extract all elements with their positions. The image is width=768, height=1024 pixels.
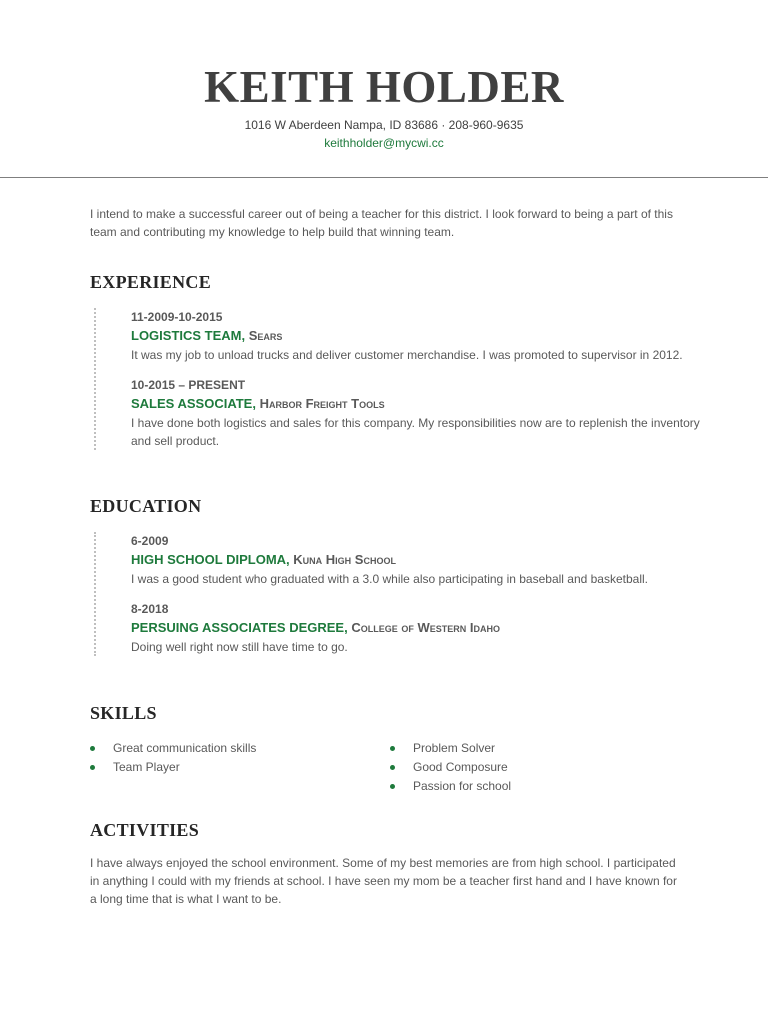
entry-description: Doing well right now still have time to go. [131,640,348,654]
skill-item [390,777,690,796]
skill-label: Good Composure [413,760,508,774]
bullet-icon [90,765,95,770]
candidate-name: KEITH HOLDER [204,62,564,112]
skill-item [390,758,690,777]
entry-role [131,326,711,346]
entry-date: 11-2009-10-2015 [131,310,223,324]
skills-heading: SKILLS [90,703,157,723]
bullet-icon [390,765,395,770]
experience-timeline [94,308,711,450]
resume-header [0,58,768,152]
email-link[interactable]: keithholder@mycwi.cc [324,136,444,150]
skills-list [90,739,690,796]
education-heading: EDUCATION [90,496,202,516]
skill-label: Passion for school [413,779,512,793]
skills-column-right [390,739,690,796]
experience-heading: EXPERIENCE [90,272,212,292]
skill-item [90,739,390,758]
experience-entry [131,376,711,450]
education-timeline [94,532,711,656]
entry-date: 6-2009 [131,534,169,548]
contact-info: 1016 W Aberdeen Nampa, ID 83686 · 208-960-9635 [244,118,524,132]
entry-description: I was a good student who graduated with a 3.0 while also participating in baseball and basketball. [131,572,649,586]
entry-org: Kuna High School [293,552,396,567]
activities-text: I have always enjoyed the school environment. Some of my best memories are from high school. I participated in anything I could with my friends at school. I have seen my mom be a teacher first hand and I have known for a long time that is what I want to be. [90,856,677,906]
education-entry [131,600,711,656]
entry-description: I have done both logistics and sales for this company. My responsibilities now are to replenish the inventory and sell product. [131,416,700,448]
skill-item [390,739,690,758]
entry-role [131,618,711,638]
bullet-icon [90,746,95,751]
experience-entry [131,308,711,364]
skill-label: Problem Solver [413,741,496,755]
skill-label: Team Player [113,760,180,774]
objective-text: I intend to make a successful career out of being a teacher for this district. I look forward to being a part of this team and contributing my knowledge to help build that winning team. [90,207,673,239]
entry-role [131,394,711,414]
entry-role [131,550,711,570]
activities-heading: ACTIVITIES [90,820,200,840]
bullet-icon [390,746,395,751]
entry-title: PERSUING ASSOCIATES DEGREE, [131,620,348,635]
entry-title: HIGH SCHOOL DIPLOMA, [131,552,290,567]
entry-date: 8-2018 [131,602,169,616]
entry-title: SALES ASSOCIATE, [131,396,256,411]
education-entry [131,532,711,588]
bullet-icon [390,784,395,789]
header-divider [0,177,768,178]
skill-label: Great communication skills [113,741,257,755]
entry-org: Harbor Freight Tools [259,396,385,411]
skills-column-left [90,739,390,796]
entry-description: It was my job to unload trucks and deliver customer merchandise. I was promoted to supervisor in 2012. [131,348,683,362]
entry-date: 10-2015 – PRESENT [131,378,246,392]
skill-item [90,758,390,777]
entry-org: Sears [248,328,283,343]
entry-org: College of Western Idaho [351,620,500,635]
entry-title: LOGISTICS TEAM, [131,328,246,343]
